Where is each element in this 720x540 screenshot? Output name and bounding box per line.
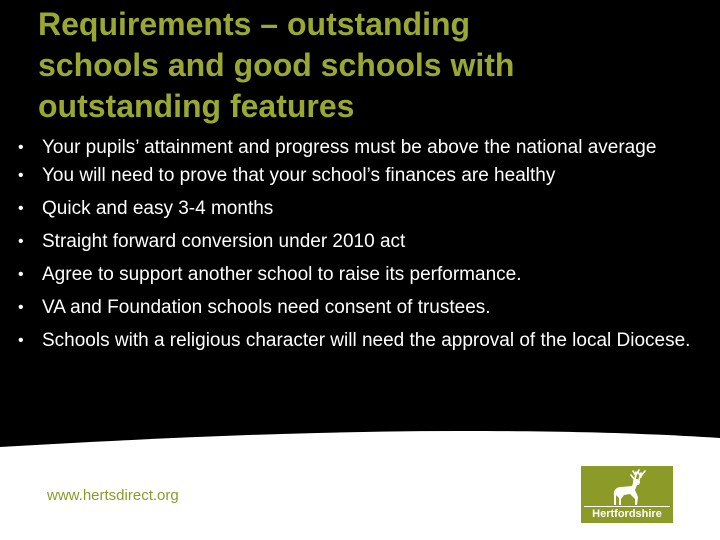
bullet-text: Your pupils’ attainment and progress must be above the national average	[42, 137, 657, 158]
bullet-item	[18, 330, 698, 352]
bullet-text: Agree to support another school to raise its performance.	[42, 264, 522, 285]
title-line: outstanding features	[38, 88, 355, 124]
bullet-text: Straight forward conversion under 2010 act	[42, 231, 406, 252]
bullet-item	[18, 165, 698, 187]
bullet-text: You will need to prove that your school’s finances are healthy	[42, 165, 556, 186]
bullet-text: VA and Foundation schools need consent of trustees.	[42, 297, 491, 318]
bullet-icon: •	[18, 299, 24, 316]
bullet-icon: •	[18, 167, 24, 184]
bullet-icon: •	[18, 139, 24, 156]
bullet-item	[18, 198, 698, 220]
hertfordshire-logo	[581, 466, 673, 523]
bullet-icon: •	[18, 266, 24, 283]
bullet-item	[18, 137, 698, 159]
title-line: Requirements – outstanding	[38, 6, 471, 42]
bullet-text: Schools with a religious character will need the approval of the local Diocese.	[42, 330, 691, 351]
title-line: schools and good schools with	[38, 47, 515, 83]
footer-link[interactable]: www.hertsdirect.org	[47, 487, 179, 504]
bullet-icon: •	[18, 233, 24, 250]
stag-icon	[581, 466, 673, 510]
slide-title	[38, 4, 678, 127]
bullet-item	[18, 231, 698, 253]
logo-wordmark: Hertfordshire	[584, 506, 670, 520]
bullet-item	[18, 297, 698, 319]
bullet-list	[18, 137, 698, 352]
bullet-item	[18, 264, 698, 286]
bullet-icon: •	[18, 200, 24, 217]
bullet-text: Quick and easy 3-4 months	[42, 198, 274, 219]
bullet-icon: •	[18, 332, 24, 349]
